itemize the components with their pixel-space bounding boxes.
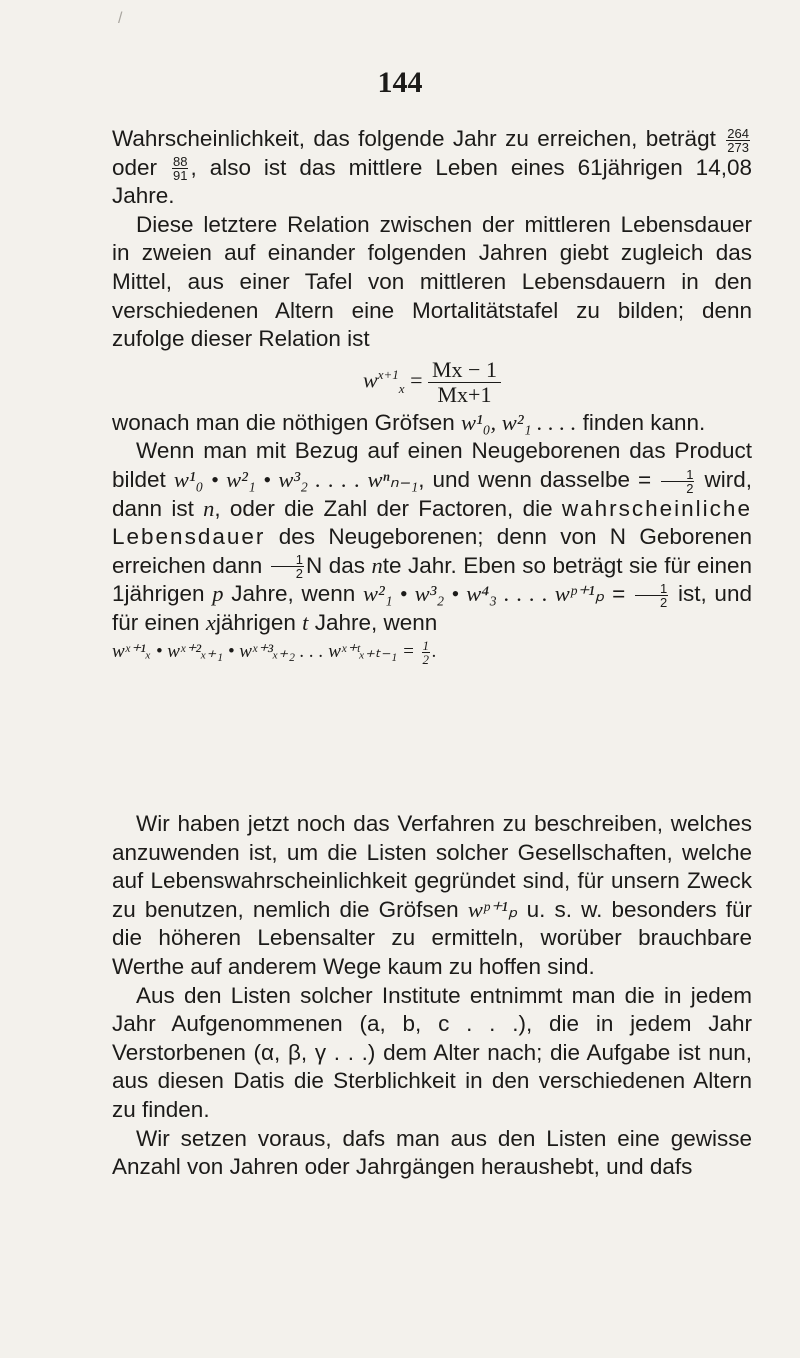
paragraph-7: Wir setzen voraus, dafs man aus den Listen eine gewisse Anzahl von Jahren oder Jahrgängen heraushebt, und dafs	[112, 1125, 752, 1180]
paragraph-5: Wir haben jetzt noch das Verfahren zu beschreiben, welches anzuwenden ist, um die Listen solcher Gesellschaften, welche auf Lebenswahrscheinlichkeit gegründet sind, für unsern Zweck zu benutzen, nemlich die Gröfsen wᵖ⁺¹ₚ u. s. w. besonders für die höheren Lebensalter zu ermitteln, worüber brauchbare Werthe auf anderem Wege kaum zu hoffen sind.	[112, 811, 752, 979]
paragraph-4: Wenn man mit Bezug auf einen Neugeborenen das Product bildet w¹₀ • w²₁ • w³₂ . . . . wⁿₙ₋₁, und wenn dasselbe = $\frac{1}{2}$ wird, dann ist n, oder die Zahl der Factoren, die wahrscheinliche Lebensdauer des Neugeborenen; denn von N Geborenen erreichen dann $\frac{1}{2}$ N das nte Jahr. Eben so beträgt sie für einen 1jährigen p Jahre, wenn w²₁ • w³₂ • w⁴₃ . . . . wᵖ⁺¹ₚ = $\frac{1}{2}$ ist, und für einen xjährigen t Jahre, wenn	[112, 438, 752, 635]
page-number: 144	[377, 66, 423, 99]
fraction-88-91: $\frac{88}{91}$	[173, 154, 188, 184]
paragraph-6: Aus den Listen solcher Institute entnimmt man die in jedem Jahr Aufgenommenen (a, b, c . . .), die in jedem Jahr Verstorbenen (α, β, γ . . .) dem Alter nach; die Aufgabe ist nun, aus diesen Datis die Sterblichkeit in den verschiedenen Altern zu finden.	[112, 982, 752, 1122]
paragraph-1: Wahrscheinlichkeit, das folgende Jahr zu erreichen, beträgt $\frac{264}{273}$ oder $\frac{88}{91}$ , also ist das mittlere Leben eines 61jährigen 14,08 Jahre.	[112, 125, 752, 209]
formula-product-x: wˣ⁺¹ₓ • wˣ⁺²ₓ₊₁ • wˣ⁺³ₓ₊₂ . . . wˣ⁺ᵗₓ₊ₜ₋₁ = $\frac{1}{2}$ .	[112, 637, 437, 667]
fraction-half-3: $\frac{1}{2}$	[635, 582, 668, 609]
margin-mark: /	[118, 10, 123, 27]
fraction-half-4: $\frac{1}{2}$	[422, 637, 430, 667]
paragraph-2: Diese letztere Relation zwischen der mittleren Lebensdauer in zweien auf einander folgenden Jahren giebt zugleich das Mittel, aus einer Tafel von mittleren Lebensdauern in den verschiedenen Altern eine Mortalitätstafel zu bilden; denn zufolge dieser Relation ist	[112, 211, 752, 352]
upper-text-block	[112, 125, 752, 666]
fraction-half-1: $\frac{1}{2}$	[661, 468, 694, 495]
fraction-half-2: $\frac{1}{2}$	[271, 553, 304, 580]
fraction-264-273: $\frac{264}{273}$	[727, 125, 749, 155]
lower-text-block	[112, 810, 752, 1182]
formula-fraction: $\frac{Mx - 1}{Mx+1}$	[428, 358, 501, 407]
paragraph-3: wonach man die nöthigen Gröfsen w¹₀, w²₁ . . . . finden kann.	[112, 409, 706, 435]
formula-relation: $w^{x+1}_x$ = $\frac{Mx - 1}{Mx+1}$	[112, 358, 752, 407]
